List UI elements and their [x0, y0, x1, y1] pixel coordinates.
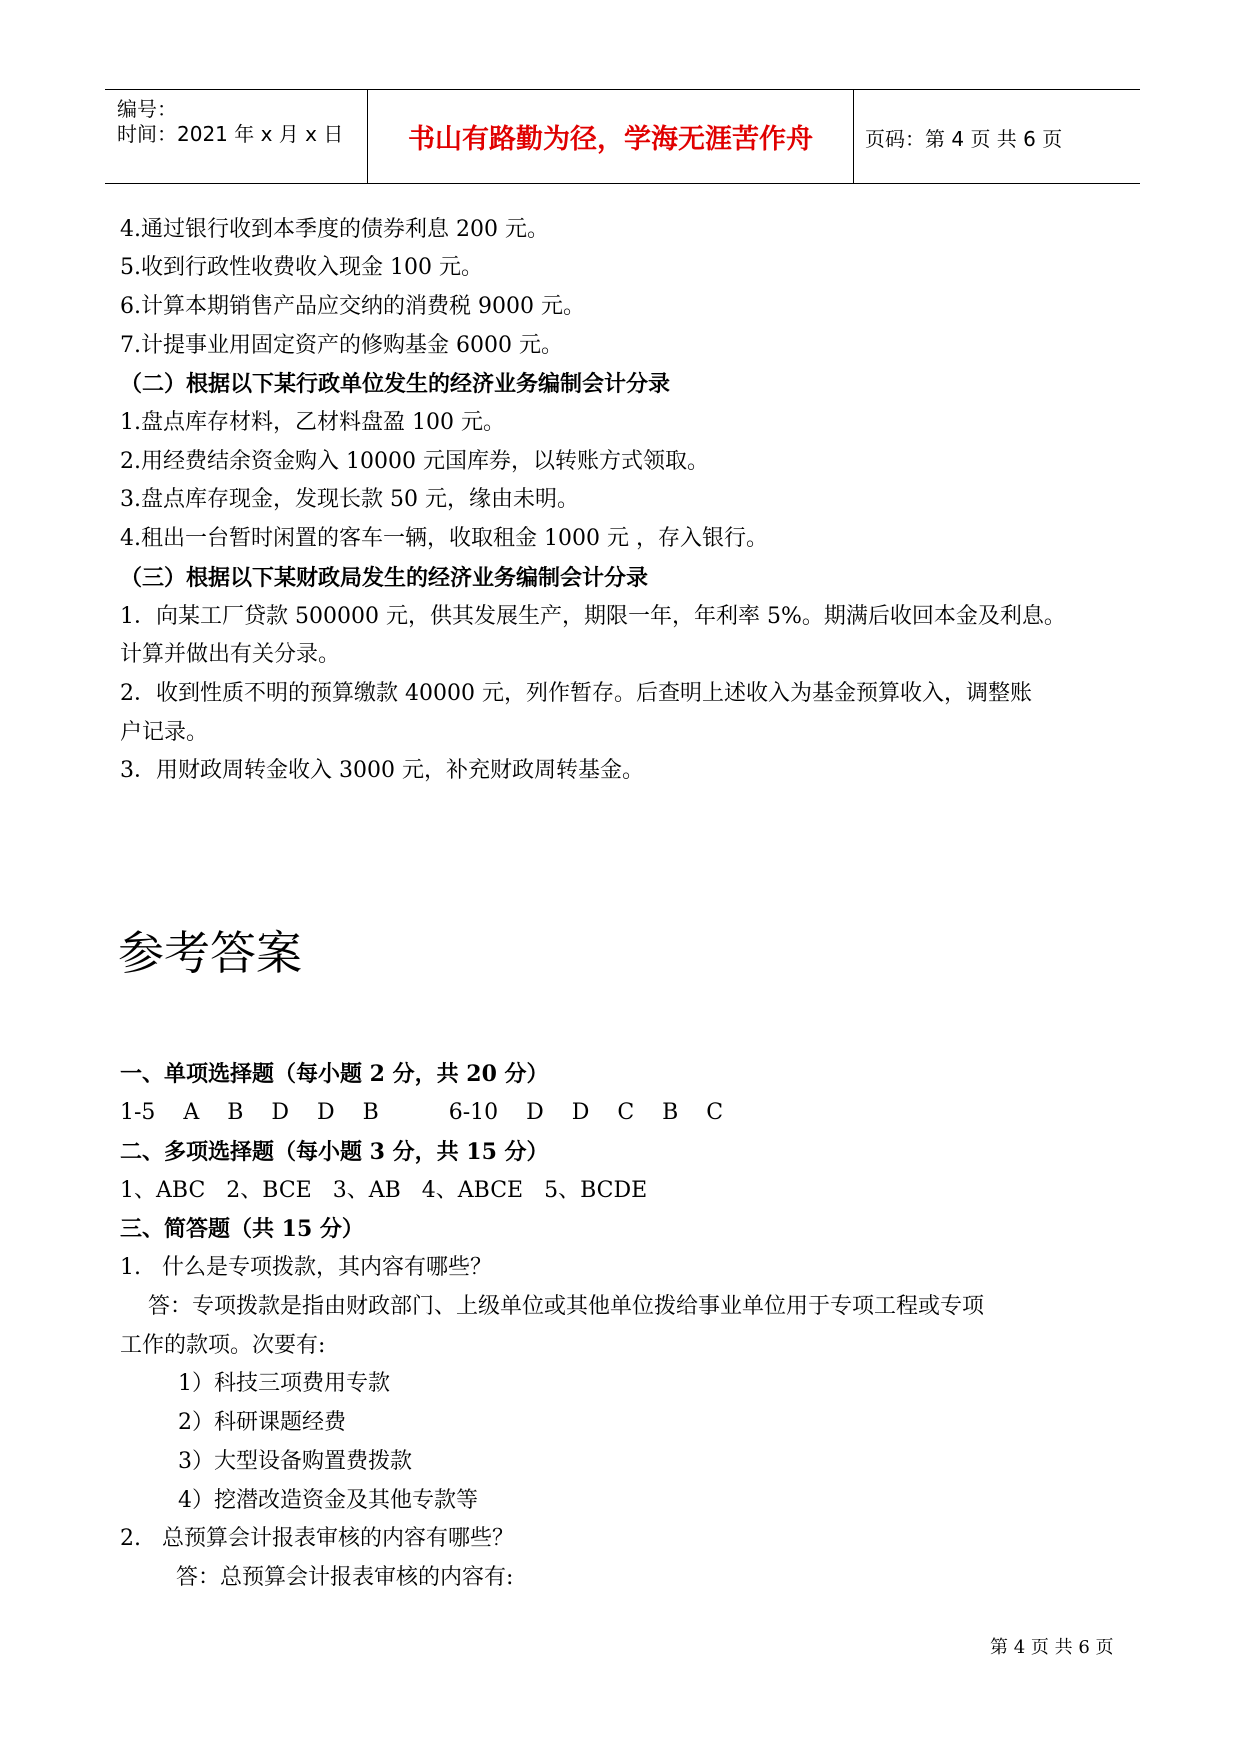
answer-title: 参考答案: [118, 926, 302, 980]
list-item: 1）科技三项费用专款: [178, 1371, 390, 1396]
page-header: [105, 89, 1140, 184]
number-label: 编号：: [117, 97, 177, 121]
page-footer: 第 4 页 共 6 页: [990, 1637, 1114, 1658]
list-item: 2）科研课题经费: [178, 1410, 346, 1435]
text-line: 1．向某工厂贷款 500000 元，供其发展生产，期限一年，年利率 5%。期满后收回本金及利息。: [120, 604, 1066, 629]
section-heading: 二、多项选择题（每小题 3 分，共 15 分）: [120, 1139, 549, 1165]
section-heading: （二）根据以下某行政单位发生的经济业务编制会计分录: [120, 371, 671, 397]
section-heading: （三）根据以下某财政局发生的经济业务编制会计分录: [120, 565, 649, 591]
answer-line: 1、ABC 2、BCE 3、AB 4、ABCE 5、BCDE: [120, 1178, 648, 1203]
text-line: 3．用财政周转金收入 3000 元，补充财政周转基金。: [120, 758, 644, 783]
time-label: 时间：2021 年 x 月 x 日: [117, 122, 344, 146]
list-item: 3）大型设备购置费拨款: [178, 1449, 412, 1474]
answer-line: 工作的款项。次要有:: [120, 1333, 326, 1358]
header-center-cell: [368, 90, 854, 183]
text-line: 2.用经费结余资金购入 10000 元国库券，以转账方式领取。: [120, 449, 709, 474]
header-right-cell: [855, 90, 1140, 183]
page-info: 页码：第 4 页 共 6 页: [865, 127, 1063, 151]
answer-line: 1-5 A B D D B 6-10 D D C B C: [120, 1100, 724, 1125]
question-line: 1. 什么是专项拨款，其内容有哪些？: [120, 1255, 492, 1280]
text-line: 6.计算本期销售产品应交纳的消费税 9000 元。: [120, 294, 585, 319]
text-line: 4.租出一台暂时闲置的客车一辆，收取租金 1000 元 ，存入银行。: [120, 526, 768, 551]
text-line: 5.收到行政性收费收入现金 100 元。: [120, 255, 483, 280]
text-line: 2．收到性质不明的预算缴款 40000 元，列作暂存。后查明上述收入为基金预算收入，调整账: [120, 681, 1032, 706]
text-line: 户记录。: [120, 720, 209, 745]
text-line: 4.通过银行收到本季度的债券利息 200 元。: [120, 217, 549, 242]
section-heading: 一、单项选择题（每小题 2 分，共 20 分）: [120, 1061, 549, 1087]
section-heading: 三、简答题（共 15 分）: [120, 1216, 364, 1242]
answer-line: 答：总预算会计报表审核的内容有:: [176, 1565, 514, 1590]
text-line: 3.盘点库存现金，发现长款 50 元，缘由未明。: [120, 487, 579, 512]
motto: 书山有路勤为径，学海无涯苦作舟: [408, 124, 813, 155]
text-line: 7.计提事业用固定资产的修购基金 6000 元。: [120, 333, 563, 358]
question-line: 2. 总预算会计报表审核的内容有哪些？: [120, 1526, 514, 1551]
header-left-cell: [105, 90, 368, 183]
text-line: 1.盘点库存材料，乙材料盘盈 100 元。: [120, 410, 505, 435]
text-line: 计算并做出有关分录。: [120, 642, 341, 667]
list-item: 4）挖潜改造资金及其他专款等: [178, 1488, 478, 1513]
answer-line: 答：专项拨款是指由财政部门、上级单位或其他单位拨给事业单位用于专项工程或专项: [148, 1294, 985, 1319]
